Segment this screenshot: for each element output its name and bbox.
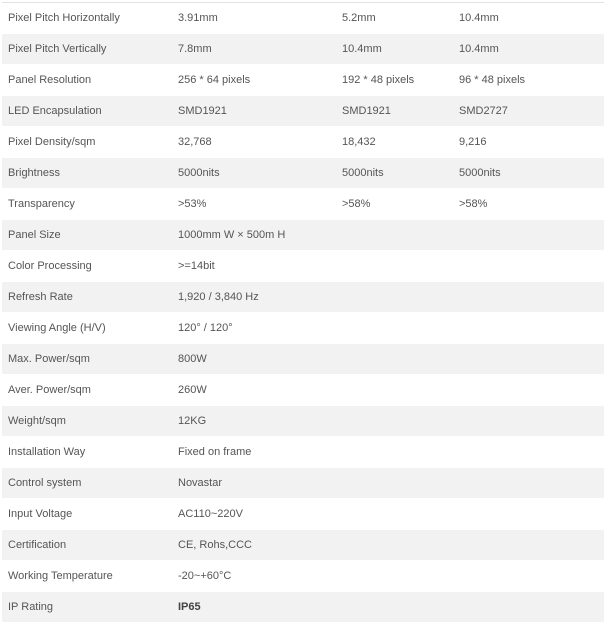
row-value-3	[453, 530, 604, 561]
row-value-1: 120° / 120°	[172, 313, 336, 344]
table-row-ip-rating	[2, 592, 604, 623]
row-value-3	[453, 344, 604, 375]
row-value-2: 5.2mm	[336, 3, 453, 34]
row-label: IP Rating	[2, 592, 172, 623]
row-value-2	[336, 251, 453, 282]
row-value-2	[336, 375, 453, 406]
row-value-1: 256 * 64 pixels	[172, 65, 336, 96]
row-label: Pixel Pitch Horizontally	[2, 3, 172, 34]
table-row-transparency	[2, 189, 604, 220]
row-value-3	[453, 437, 604, 468]
row-value-2	[336, 592, 453, 623]
row-value-2: SMD1921	[336, 96, 453, 127]
table-row-working-temperature	[2, 561, 604, 592]
spec-table	[2, 2, 604, 623]
row-label: Refresh Rate	[2, 282, 172, 313]
row-value-1: 260W	[172, 375, 336, 406]
row-value-3: 10.4mm	[453, 3, 604, 34]
table-row-brightness	[2, 158, 604, 189]
row-value-1: 7.8mm	[172, 34, 336, 65]
row-value-1: CE, Rohs,CCC	[172, 530, 336, 561]
row-label: Control system	[2, 468, 172, 499]
row-value-1: Fixed on frame	[172, 437, 336, 468]
row-value-1: 32,768	[172, 127, 336, 158]
row-label: Max. Power/sqm	[2, 344, 172, 375]
table-row-pixel-density	[2, 127, 604, 158]
row-value-3: 5000nits	[453, 158, 604, 189]
row-value-3: >58%	[453, 189, 604, 220]
row-value-1: IP65	[172, 592, 336, 623]
row-label: Pixel Pitch Vertically	[2, 34, 172, 65]
row-value-2	[336, 220, 453, 251]
row-label: Installation Way	[2, 437, 172, 468]
row-value-2	[336, 282, 453, 313]
row-value-2	[336, 406, 453, 437]
row-value-3	[453, 375, 604, 406]
row-value-3	[453, 406, 604, 437]
table-row-refresh-rate	[2, 282, 604, 313]
table-row-certification	[2, 530, 604, 561]
row-value-1: 5000nits	[172, 158, 336, 189]
table-row-installation-way	[2, 437, 604, 468]
row-label: Transparency	[2, 189, 172, 220]
row-value-3: 9,216	[453, 127, 604, 158]
table-row-max-power	[2, 344, 604, 375]
row-label: Panel Resolution	[2, 65, 172, 96]
table-row-panel-resolution	[2, 65, 604, 96]
table-row-panel-size	[2, 220, 604, 251]
table-row-led-encapsulation	[2, 96, 604, 127]
row-value-2: 5000nits	[336, 158, 453, 189]
row-value-3	[453, 251, 604, 282]
row-value-1: 800W	[172, 344, 336, 375]
row-value-2	[336, 530, 453, 561]
row-value-2	[336, 313, 453, 344]
row-value-2	[336, 561, 453, 592]
row-value-3	[453, 313, 604, 344]
row-label: Viewing Angle (H/V)	[2, 313, 172, 344]
row-value-3: 10.4mm	[453, 34, 604, 65]
row-value-3	[453, 282, 604, 313]
row-value-2	[336, 468, 453, 499]
table-row-control-system	[2, 468, 604, 499]
row-value-2	[336, 344, 453, 375]
row-label: Color Processing	[2, 251, 172, 282]
row-value-3: 96 * 48 pixels	[453, 65, 604, 96]
row-label: Aver. Power/sqm	[2, 375, 172, 406]
spec-table-body	[2, 3, 604, 623]
row-value-3: SMD2727	[453, 96, 604, 127]
row-value-1: 1000mm W × 500m H	[172, 220, 336, 251]
row-label: Input Voltage	[2, 499, 172, 530]
row-label: Weight/sqm	[2, 406, 172, 437]
row-label: Brightness	[2, 158, 172, 189]
row-label: Working Temperature	[2, 561, 172, 592]
table-row-input-voltage	[2, 499, 604, 530]
row-value-3	[453, 592, 604, 623]
row-value-2	[336, 437, 453, 468]
table-row-pixel-pitch-vertically	[2, 34, 604, 65]
row-value-2: >58%	[336, 189, 453, 220]
table-row-color-processing	[2, 251, 604, 282]
row-value-1: >=14bit	[172, 251, 336, 282]
row-value-2: 10.4mm	[336, 34, 453, 65]
row-value-2	[336, 499, 453, 530]
row-value-1: Novastar	[172, 468, 336, 499]
row-label: Certification	[2, 530, 172, 561]
row-value-2: 192 * 48 pixels	[336, 65, 453, 96]
row-value-1: 12KG	[172, 406, 336, 437]
row-value-3	[453, 561, 604, 592]
row-value-3	[453, 499, 604, 530]
row-value-1: 1,920 / 3,840 Hz	[172, 282, 336, 313]
table-row-pixel-pitch-horizontally	[2, 3, 604, 34]
row-value-1: SMD1921	[172, 96, 336, 127]
row-value-3	[453, 468, 604, 499]
table-row-viewing-angle	[2, 313, 604, 344]
row-value-1: 3.91mm	[172, 3, 336, 34]
table-row-weight	[2, 406, 604, 437]
row-label: LED Encapsulation	[2, 96, 172, 127]
row-label: Pixel Density/sqm	[2, 127, 172, 158]
table-row-aver-power	[2, 375, 604, 406]
row-value-3	[453, 220, 604, 251]
row-value-1: AC110~220V	[172, 499, 336, 530]
row-label: Panel Size	[2, 220, 172, 251]
row-value-2: 18,432	[336, 127, 453, 158]
row-value-1: >53%	[172, 189, 336, 220]
row-value-1: -20~+60°C	[172, 561, 336, 592]
